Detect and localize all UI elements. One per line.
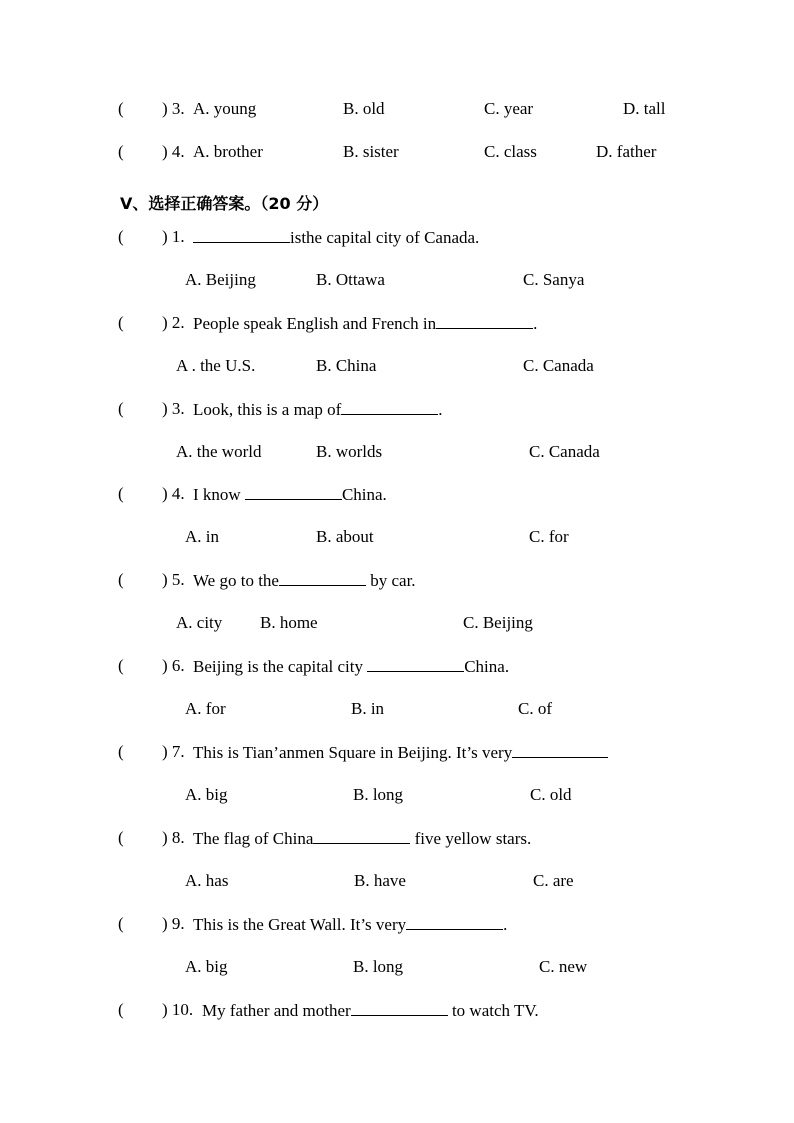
- answer-blank[interactable]: [367, 657, 464, 672]
- option-c[interactable]: C. Canada: [529, 442, 600, 461]
- option-d[interactable]: D. tall: [623, 99, 666, 118]
- question-stem: [193, 400, 443, 418]
- question-number: ) 4.: [162, 142, 185, 161]
- stem-after: to watch TV.: [451, 1001, 539, 1020]
- answer-paren-open[interactable]: (: [118, 99, 124, 118]
- question-number: ) 7.: [162, 742, 185, 761]
- answer-paren-open[interactable]: (: [118, 828, 124, 847]
- question-stem: [193, 743, 608, 761]
- answer-blank[interactable]: [406, 915, 503, 930]
- option-c[interactable]: C. new: [539, 957, 588, 976]
- stem-after: .: [533, 314, 538, 333]
- answer-paren-open[interactable]: (: [118, 484, 124, 503]
- question-number: ) 10.: [162, 1000, 194, 1019]
- question-number: ) 8.: [162, 828, 185, 847]
- option-a[interactable]: A. big: [185, 785, 228, 804]
- option-c[interactable]: C. Sanya: [523, 270, 585, 289]
- option-c[interactable]: C. old: [530, 785, 572, 804]
- option-b[interactable]: B. long: [353, 957, 404, 976]
- answer-paren-open[interactable]: (: [118, 313, 124, 332]
- option-a[interactable]: A. in: [185, 527, 219, 546]
- answer-paren-open[interactable]: (: [118, 142, 124, 161]
- stem-before: This is Tian’anmen Square in Beijing. It’s very: [193, 743, 513, 762]
- question-stem: [202, 1001, 539, 1019]
- answer-paren-open[interactable]: (: [118, 656, 124, 675]
- question-stem: [193, 657, 509, 675]
- answer-paren-open[interactable]: (: [118, 742, 124, 761]
- stem-after: by car.: [370, 571, 416, 590]
- option-b[interactable]: B. about: [316, 527, 374, 546]
- stem-before: Look, this is a map of: [193, 400, 342, 419]
- option-a[interactable]: A. city: [176, 613, 223, 632]
- question-number: ) 9.: [162, 914, 185, 933]
- stem-before: People speak English and French in: [193, 314, 437, 333]
- stem-before: My father and mother: [202, 1001, 351, 1020]
- option-a[interactable]: A. big: [185, 957, 228, 976]
- answer-paren-open[interactable]: (: [118, 1000, 124, 1019]
- answer-blank[interactable]: [193, 228, 290, 243]
- stem-after: .: [438, 400, 443, 419]
- stem-after: .: [503, 915, 508, 934]
- option-c[interactable]: C. Beijing: [463, 613, 533, 632]
- option-a[interactable]: A. Beijing: [185, 270, 256, 289]
- option-d[interactable]: D. father: [596, 142, 657, 161]
- option-c[interactable]: C. year: [484, 99, 534, 118]
- stem-before: Beijing is the capital city: [193, 657, 363, 676]
- option-a[interactable]: A. has: [185, 871, 229, 890]
- option-a[interactable]: A. for: [185, 699, 226, 718]
- option-b[interactable]: B. long: [353, 785, 404, 804]
- option-a[interactable]: A. young: [193, 99, 257, 118]
- answer-paren-open[interactable]: (: [118, 570, 124, 589]
- answer-blank[interactable]: [341, 400, 438, 415]
- option-a[interactable]: A . the U.S.: [176, 356, 256, 375]
- stem-after: China.: [464, 657, 510, 676]
- section-heading: Ⅴ、选择正确答案。（20 分）: [120, 194, 329, 213]
- answer-blank[interactable]: [512, 743, 608, 758]
- answer-paren-open[interactable]: (: [118, 227, 124, 246]
- answer-blank[interactable]: [313, 829, 410, 844]
- stem-before: This is the Great Wall. It’s very: [193, 915, 407, 934]
- option-b[interactable]: B. sister: [343, 142, 399, 161]
- option-c[interactable]: C. class: [484, 142, 537, 161]
- answer-blank[interactable]: [245, 485, 342, 500]
- stem-after: isthe capital city of Canada.: [290, 228, 480, 247]
- option-b[interactable]: B. in: [351, 699, 385, 718]
- question-stem: [193, 228, 479, 246]
- question-stem: [193, 829, 531, 847]
- option-c[interactable]: C. Canada: [523, 356, 594, 375]
- question-stem: [193, 571, 416, 589]
- option-b[interactable]: B. home: [260, 613, 318, 632]
- answer-paren-open[interactable]: (: [118, 399, 124, 418]
- question-number: ) 2.: [162, 313, 185, 332]
- option-c[interactable]: C. for: [529, 527, 569, 546]
- question-stem: [193, 915, 507, 933]
- question-stem: [193, 314, 537, 332]
- question-number: ) 5.: [162, 570, 185, 589]
- option-b[interactable]: B. old: [343, 99, 385, 118]
- option-a[interactable]: A. the world: [176, 442, 262, 461]
- option-a[interactable]: A. brother: [193, 142, 263, 161]
- option-c[interactable]: C. are: [533, 871, 574, 890]
- option-b[interactable]: B. China: [316, 356, 377, 375]
- stem-before: We go to the: [193, 571, 279, 590]
- stem-after: China.: [341, 485, 387, 504]
- question-number: ) 4.: [162, 484, 185, 503]
- question-stem: [193, 485, 387, 503]
- stem-before: The flag of China: [193, 829, 314, 848]
- question-number: ) 3.: [162, 99, 185, 118]
- answer-paren-open[interactable]: (: [118, 914, 124, 933]
- answer-blank[interactable]: [351, 1001, 448, 1016]
- option-b[interactable]: B. have: [354, 871, 406, 890]
- question-number: ) 3.: [162, 399, 185, 418]
- answer-blank[interactable]: [436, 314, 533, 329]
- question-number: ) 1.: [162, 227, 185, 246]
- option-b[interactable]: B. worlds: [316, 442, 383, 461]
- option-c[interactable]: C. of: [518, 699, 552, 718]
- question-number: ) 6.: [162, 656, 185, 675]
- answer-blank[interactable]: [279, 571, 366, 586]
- stem-before: I know: [193, 485, 241, 504]
- stem-after: five yellow stars.: [414, 829, 532, 848]
- option-b[interactable]: B. Ottawa: [316, 270, 385, 289]
